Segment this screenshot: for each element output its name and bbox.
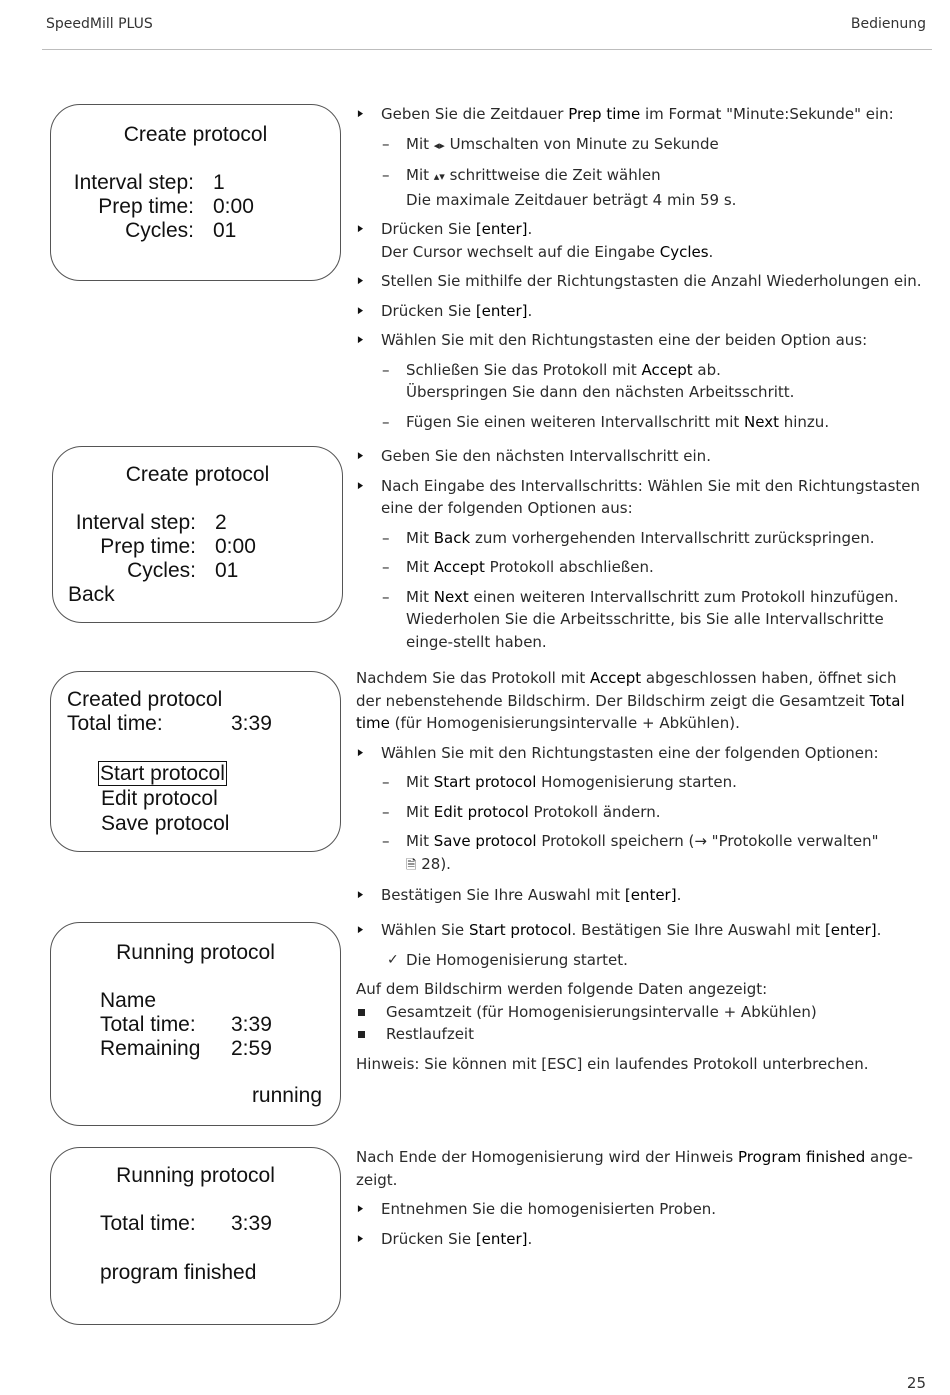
step-bullet: ▶ Drücken Sie [enter].: [356, 1228, 926, 1251]
list-item: Gesamtzeit (für Homogenisierungsintervalle + Abkühlen): [356, 1001, 926, 1024]
sub-item: – Mit Accept Protokoll abschließen.: [356, 556, 926, 579]
instructions-block-1: [356, 103, 926, 433]
display-program-finished: [50, 1147, 341, 1325]
instructions-block-4: [356, 919, 926, 1075]
display-status: program finished: [100, 1261, 257, 1284]
display-label: Interval step:: [75, 511, 196, 534]
display-label: Remaining: [100, 1037, 201, 1060]
up-down-keys-icon: ▴▾: [433, 170, 445, 183]
display-value: 1: [213, 171, 225, 194]
display-value: 3:39: [231, 1013, 272, 1036]
display-value: 0:00: [215, 535, 256, 558]
display-back-option: Back: [68, 583, 115, 606]
display-label: Cycles:: [127, 559, 196, 582]
display-title: Running protocol: [116, 941, 275, 964]
display-value: 0:00: [213, 195, 254, 218]
display-label: Total time:: [100, 1212, 196, 1235]
display-title: Created protocol: [67, 688, 223, 711]
step-bullet: ▶ Drücken Sie [enter]. Der Cursor wechselt auf die Eingabe Cycles.: [356, 218, 926, 263]
display-created-protocol: [50, 671, 341, 852]
result-check: ✓ Die Homogenisierung startet.: [356, 949, 926, 972]
display-label: Total time:: [67, 712, 163, 735]
display-create-protocol-1: [50, 104, 341, 281]
display-label: Prep time:: [98, 195, 194, 218]
display-value: 3:39: [231, 1212, 272, 1235]
display-running-protocol: [50, 922, 341, 1126]
sub-item: – Fügen Sie einen weiteren Intervallschritt mit Next hinzu.: [356, 411, 926, 434]
display-label: Interval step:: [73, 171, 194, 194]
sub-item: – Mit Back zum vorhergehenden Intervallschritt zurückspringen.: [356, 527, 926, 550]
option-edit-protocol: Edit protocol: [101, 787, 218, 810]
sub-item: – Mit Edit protocol Protokoll ändern.: [356, 801, 926, 824]
sub-item: – Mit Save protocol Protokoll speichern (→ "Protokolle verwalten" 🗎 28).: [356, 830, 926, 877]
display-name: Name: [100, 989, 157, 1012]
display-label: Cycles:: [125, 219, 194, 242]
step-bullet: ▶ Bestätigen Sie Ihre Auswahl mit [enter].: [356, 884, 926, 907]
display-value: 2: [215, 511, 227, 534]
page-number: 25: [906, 1374, 926, 1392]
paragraph: Auf dem Bildschirm werden folgende Daten angezeigt:: [356, 980, 768, 998]
page-reference-icon: 🗎: [406, 857, 417, 873]
paragraph: Nach Ende der Homogenisierung wird der Hinweis Program finished ange-zeigt.: [356, 1148, 913, 1189]
step-bullet: ▶ Entnehmen Sie die homogenisierten Proben.: [356, 1198, 926, 1221]
display-title: Create protocol: [123, 123, 268, 146]
note: Hinweis: Sie können mit [ESC] ein laufendes Protokoll unterbrechen.: [356, 1054, 869, 1073]
option-save-protocol: Save protocol: [101, 812, 230, 835]
list-item: Restlaufzeit: [356, 1023, 926, 1046]
display-label: Prep time:: [100, 535, 196, 558]
display-status: running: [251, 1084, 322, 1107]
display-label: Total time:: [100, 1013, 196, 1036]
display-option-selected: [101, 762, 227, 786]
display-value: 3:39: [231, 712, 272, 735]
sub-item: – Mit ▴▾ schrittweise die Zeit wählen Die maximale Zeitdauer beträgt 4 min 59 s.: [356, 164, 926, 211]
instructions-block-5: [356, 1146, 926, 1250]
step-bullet: ▶ Wählen Sie mit den Richtungstasten eine der beiden Option aus:: [356, 329, 926, 352]
step-bullet: ▶ Wählen Sie mit den Richtungstasten eine der folgenden Optionen:: [356, 742, 926, 765]
display-value: 2:59: [231, 1037, 272, 1060]
sub-item: – Mit Start protocol Homogenisierung starten.: [356, 771, 926, 794]
paragraph: Nachdem Sie das Protokoll mit Accept abgeschlossen haben, öffnet sich der nebenstehende Bildschirm. Der Bildschirm zeigt die Gesamtzeit Total time (für Homogenisierungsintervalle + Abkühlen).: [356, 669, 905, 732]
display-value: 01: [215, 559, 239, 582]
sub-item: – Mit ◂▸ Umschalten von Minute zu Sekunde: [356, 133, 926, 158]
header-divider: [42, 49, 932, 50]
display-create-protocol-2: [52, 446, 343, 623]
step-bullet: ▶ Geben Sie die Zeitdauer Prep time im Format "Minute:Sekunde" ein:: [356, 103, 926, 126]
option-start-protocol: Start protocol: [100, 762, 225, 785]
display-title: Running protocol: [116, 1164, 275, 1187]
sub-item: – Mit Next einen weiteren Intervallschritt zum Protokoll hinzufügen. Wiederholen Sie die Arbeitsschritte, bis Sie alle Intervallschritte einge-stellt haben.: [356, 586, 926, 654]
step-bullet: ▶ Drücken Sie [enter].: [356, 300, 926, 323]
step-bullet: ▶ Nach Eingabe des Intervallschritts: Wählen Sie mit den Richtungstasten eine der folgenden Optionen aus:: [356, 475, 926, 520]
step-bullet: ▶ Geben Sie den nächsten Intervallschritt ein.: [356, 445, 926, 468]
step-bullet: ▶ Stellen Sie mithilfe der Richtungstasten die Anzahl Wiederholungen ein.: [356, 270, 926, 293]
step-bullet: ▶ Wählen Sie Start protocol. Bestätigen Sie Ihre Auswahl mit [enter].: [356, 919, 926, 942]
sub-item: – Schließen Sie das Protokoll mit Accept ab. Überspringen Sie dann den nächsten Arbeitsschritt.: [356, 359, 926, 404]
header-section: Bedienung: [850, 16, 926, 32]
instructions-block-3: [356, 667, 926, 907]
instructions-block-2: [356, 445, 926, 653]
header-product: SpeedMill PLUS: [46, 16, 153, 32]
display-value: 01: [213, 219, 237, 242]
display-title: Create protocol: [125, 463, 270, 486]
left-right-keys-icon: ◂▸: [433, 138, 445, 152]
